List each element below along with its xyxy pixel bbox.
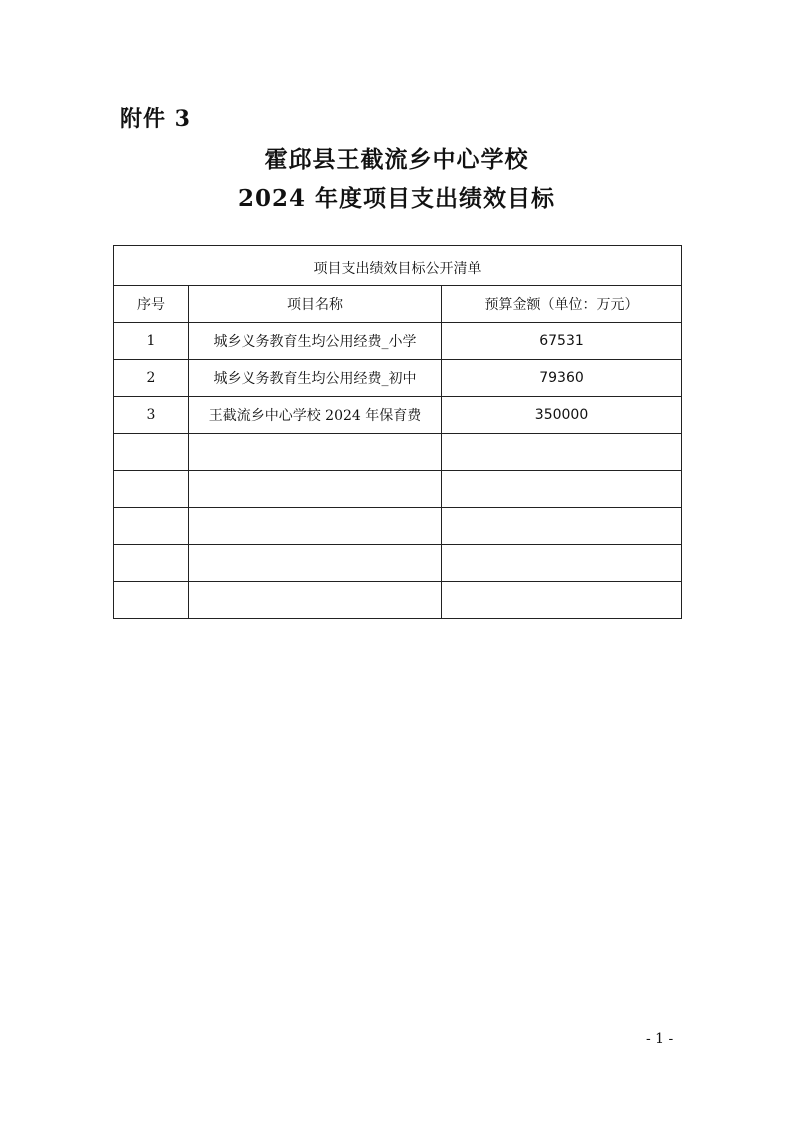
cell-serial-number: [114, 545, 189, 582]
document-title: 霍邱县王截流乡中心学校: [264, 146, 529, 173]
table-row: [114, 434, 682, 471]
header-serial-number: 序号: [114, 286, 189, 323]
cell-serial-number: 2: [114, 360, 189, 397]
cell-serial-number: 3: [114, 397, 189, 434]
cell-project-name: 城乡义务教育生均公用经费_初中: [189, 360, 442, 397]
header-project-name: 项目名称: [189, 286, 442, 323]
performance-target-table: [113, 245, 681, 619]
table-row: [114, 360, 682, 397]
cell-project-name: [189, 508, 442, 545]
cell-budget-amount: [442, 471, 682, 508]
cell-budget-amount: [442, 545, 682, 582]
cell-budget-amount: 79360: [442, 360, 682, 397]
table-row: [114, 323, 682, 360]
table-row: [114, 508, 682, 545]
table-row: [114, 545, 682, 582]
cell-serial-number: 1: [114, 323, 189, 360]
cell-budget-amount: 67531: [442, 323, 682, 360]
header-budget-amount: 预算金额（单位：万元）: [442, 286, 682, 323]
cell-serial-number: [114, 471, 189, 508]
attachment-label: 附件 3: [120, 106, 191, 132]
cell-project-name: [189, 545, 442, 582]
cell-project-name: [189, 434, 442, 471]
cell-project-name: [189, 582, 442, 619]
document-subtitle: 2024 年度项目支出绩效目标: [237, 185, 556, 212]
cell-project-name: 城乡义务教育生均公用经费_小学: [189, 323, 442, 360]
cell-serial-number: [114, 582, 189, 619]
table-row: [114, 397, 682, 434]
cell-budget-amount: [442, 582, 682, 619]
cell-serial-number: [114, 434, 189, 471]
cell-budget-amount: [442, 434, 682, 471]
table-row: [114, 582, 682, 619]
table-row: [114, 471, 682, 508]
cell-project-name: 王截流乡中心学校 2024 年保育费: [189, 397, 442, 434]
cell-serial-number: [114, 508, 189, 545]
table-caption: 项目支出绩效目标公开清单: [114, 246, 682, 286]
table-caption-row: [114, 246, 682, 286]
page-number: - 1 -: [646, 1031, 674, 1047]
table-header-row: [114, 286, 682, 323]
cell-budget-amount: 350000: [442, 397, 682, 434]
cell-budget-amount: [442, 508, 682, 545]
cell-project-name: [189, 471, 442, 508]
